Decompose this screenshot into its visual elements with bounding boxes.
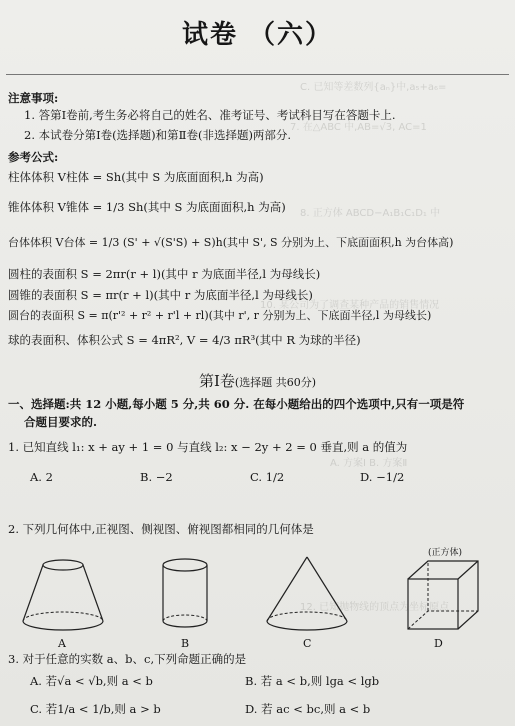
- formula-cylinder: 圆柱的表面积 S = 2πr(r + l)(其中 r 为底面半径,l 为母线长): [8, 267, 321, 281]
- cube-figure: [398, 555, 488, 635]
- q1-option-c: C. 1/2: [250, 470, 285, 484]
- formula-prism: 柱体体积 V柱体 = Sh(其中 S 为底面面积,h 为高): [8, 170, 264, 184]
- section-instruction: 一、选择题:共 12 小题,每小题 5 分,共 60 分. 在每小题给出的四个选项中,只有一项是符: [8, 397, 465, 411]
- q1-option-d: D. −1/2: [360, 470, 405, 484]
- q3-stem: 3. 对于任意的实数 a、b、c,下列命题正确的是: [8, 652, 247, 666]
- frustum-figure: [18, 555, 108, 635]
- q3-option-d: D. 若 ac < bc,则 a < b: [245, 702, 371, 716]
- figure-label-a: A: [58, 637, 66, 650]
- figure-label-c: C: [303, 637, 312, 650]
- part1-title: 第Ⅰ卷: [198, 372, 235, 390]
- q1-option-a: A. 2: [30, 470, 53, 484]
- formula-pyramid: 锥体体积 V锥体 = 1/3 Sh(其中 S 为底面面积,h 为高): [8, 200, 286, 214]
- header-divider: [6, 74, 509, 75]
- formula-heading: 参考公式:: [8, 150, 59, 164]
- formula-frustum: 台体体积 V台体 = 1/3 (S' + √(S'S) + S)h(其中 S', S 分别为上、下底面面积,h 为台体高): [8, 236, 454, 249]
- part1-subtitle: (选择题 共60分): [234, 376, 316, 389]
- exam-title: 试卷 （六）: [181, 20, 334, 50]
- section-instruction-cont: 合题目要求的.: [24, 415, 98, 429]
- formula-sphere: 球的表面积、体积公式 S = 4πR², V = 4/3 πR³(其中 R 为球的半径): [8, 333, 361, 347]
- formula-cone: 圆锥的表面积 S = πr(r + l)(其中 r 为底面半径,l 为母线长): [8, 288, 313, 302]
- exam-page: C. 已知等差数列{aₙ}中,a₅+a₆= 7. 在△ABC 中,AB=√3, AC=1 8. 正方体 ABCD−A₁B₁C₁D₁ 中 10. 某公司为了调查某种产品的销售情况 A. 方案Ⅰ B. 方案Ⅱ 12. 已知抛物线的顶点为坐标原点 试卷 （六） 注意事项: 1. 答第Ⅰ卷前,考生务必将自己的姓名、准考证号、考试科目写在答题卡上. 2. 本试卷分第Ⅰ卷(选择题)和第Ⅱ卷(非选择题)两部分. 参考公式: 柱体体积 V柱体 = Sh(其中 S 为底面面积,h 为高) 锥体体积 V锥体 = 1/3 Sh(其中 S 为底面面积,h 为高) 台体体积 V台体 = 1/3 (S' + √(S'S) + S)h(其中 S', S 分别为上、下底面面积,h 为台体高) 圆柱的表面积 S = 2πr(r + l)(其中 r 为底面半径,l 为母线长) 圆锥的表面积 S = πr(r + l)(其中 r 为底面半径,l 为母线长) 圆台的表面积 S = π(r'² + r² + r'l + rl)(其中 r', r 分别为上、下底面半径,l 为母线长) 球的表面积、体积公式 S = 4πR², V = 4/3 πR³(其中 R 为球的半径) 第Ⅰ卷(选择题 共60分) 一、选择题:共 12 小题,每小题 5 分,共 60 分. 在每小题给出的四个选项中,只有一项是符 合题目要求的. 1. 已知直线 l₁: x + ay + 1 = 0 与直线 l₂: x − 2y + 2 = 0 垂直,则 a 的值为 A. 2 B. −2 C. 1/2 D. −1/2 2. 下列几何体中,正视图、侧视图、俯视图都相同的几何体是 (正方体) A B C D 3. 对于任意的实数 a、b、c,下列命题正确的是 A. 若√a < √b,则 a < b B. 若 a < b,则 lga < lgb C. 若1/a < 1/b,则 a > b D. 若 ac < bc,则 a < b: [0, 0, 515, 726]
- figure-label-b: B: [181, 637, 190, 650]
- cone-figure: [262, 555, 352, 635]
- q2-stem: 2. 下列几何体中,正视图、侧视图、俯视图都相同的几何体是: [8, 522, 314, 536]
- part1-heading: [0, 370, 515, 391]
- cylinder-figure: [155, 555, 215, 635]
- cube-label: (正方体): [428, 548, 463, 558]
- notice-heading: 注意事项:: [8, 91, 59, 105]
- notice-item-2: 2. 本试卷分第Ⅰ卷(选择题)和第Ⅱ卷(非选择题)两部分.: [24, 128, 292, 142]
- q3-option-c: C. 若1/a < 1/b,则 a > b: [30, 702, 161, 716]
- formula-frustum-surface: 圆台的表面积 S = π(r'² + r² + r'l + rl)(其中 r', r 分别为上、下底面半径,l 为母线长): [8, 309, 432, 322]
- figure-label-d: D: [434, 637, 443, 650]
- notice-item-1: 1. 答第Ⅰ卷前,考生务必将自己的姓名、准考证号、考试科目写在答题卡上.: [24, 108, 396, 122]
- q1-option-b: B. −2: [140, 470, 173, 484]
- q3-option-a: A. 若√a < √b,则 a < b: [30, 674, 153, 688]
- q3-option-b: B. 若 a < b,则 lga < lgb: [245, 674, 380, 688]
- q1-stem: 1. 已知直线 l₁: x + ay + 1 = 0 与直线 l₂: x − 2y + 2 = 0 垂直,则 a 的值为: [8, 440, 408, 454]
